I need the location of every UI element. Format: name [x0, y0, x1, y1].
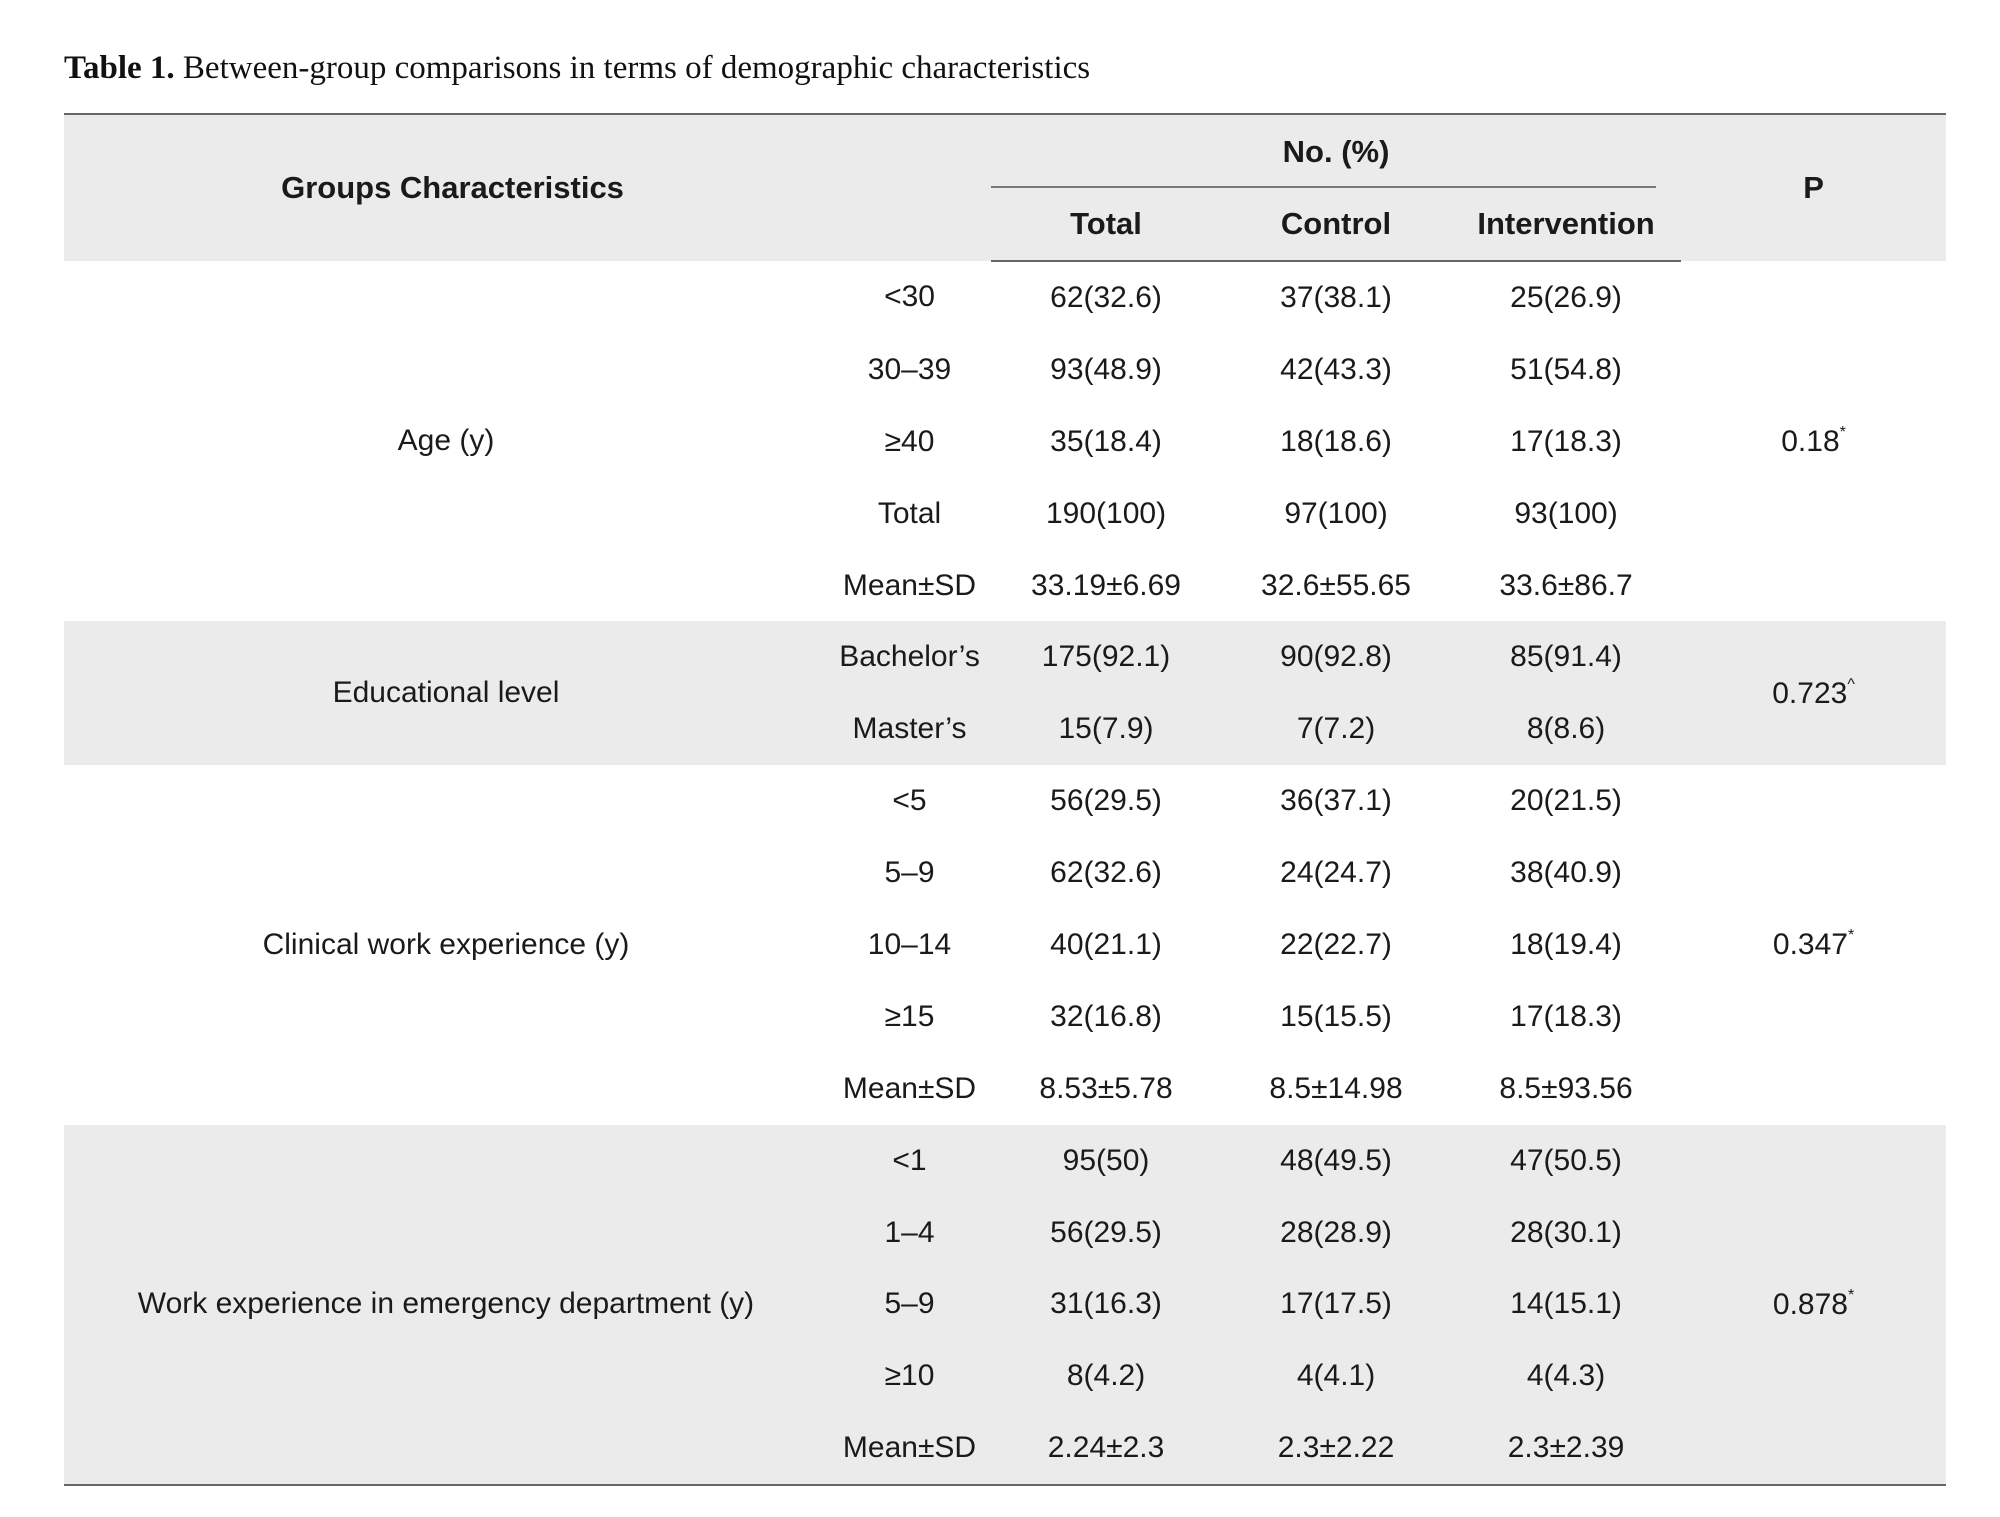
p-value-cell: [1681, 1125, 1946, 1485]
table-body: [64, 261, 1946, 1485]
table-row: [64, 765, 1946, 837]
p-value: 0.347: [1772, 928, 1848, 962]
total-cell: 2.24±2.3: [991, 1412, 1221, 1485]
intervention-cell: 17(18.3): [1510, 424, 1622, 458]
total-cell: 62(32.6): [1050, 280, 1162, 314]
total-cell: 190(100): [1045, 496, 1167, 530]
table-row: [64, 621, 1946, 693]
control-cell: 37(38.1): [1280, 280, 1392, 314]
category-cell: ≥40: [884, 424, 935, 458]
section-label: Clinical work experience (y): [262, 927, 630, 961]
p-value-cell: [1681, 621, 1946, 765]
control-cell: 90(92.8): [1221, 621, 1451, 693]
control-cell: 2.3±2.22: [1221, 1412, 1451, 1485]
category-cell: 5–9: [828, 1268, 991, 1340]
intervention-cell: 4(4.3): [1451, 1340, 1681, 1412]
p-value: 0.723: [1772, 676, 1848, 710]
total-cell: 93(48.9): [1050, 352, 1162, 386]
table-row: [64, 1125, 1946, 1197]
p-value: 0.878: [1772, 1287, 1848, 1321]
caption-text: Between-group comparisons in terms of demographic characteristics: [174, 50, 1091, 86]
category-cell: <1: [828, 1125, 991, 1197]
category-cell: Mean±SD: [842, 568, 977, 602]
category-cell: Total: [877, 496, 942, 530]
demographics-table: [64, 113, 1946, 1486]
section-label: Work experience in emergency department (y): [64, 1125, 828, 1485]
total-cell: 175(92.1): [991, 621, 1221, 693]
p-value-mark: *: [1847, 1286, 1855, 1304]
control-cell: 36(37.1): [1280, 784, 1392, 818]
section-label: Age (y): [397, 424, 495, 458]
control-cell: 7(7.2): [1221, 693, 1451, 765]
control-cell: 24(24.7): [1280, 856, 1392, 890]
control-cell: 28(28.9): [1221, 1197, 1451, 1269]
category-cell: ≥15: [884, 999, 935, 1033]
intervention-cell: 2.3±2.39: [1451, 1412, 1681, 1485]
table-row: [64, 261, 1946, 334]
category-cell: ≥10: [828, 1340, 991, 1412]
header-control: Control: [1221, 188, 1451, 261]
control-cell: 4(4.1): [1221, 1340, 1451, 1412]
control-cell: 42(43.3): [1280, 352, 1392, 386]
total-cell: 31(16.3): [991, 1268, 1221, 1340]
intervention-cell: 18(19.4): [1510, 927, 1622, 961]
table-caption: [64, 50, 1090, 87]
control-cell: 32.6±55.65: [1261, 568, 1411, 602]
control-cell: 8.5±14.98: [1269, 1071, 1403, 1105]
control-cell: 15(15.5): [1280, 999, 1392, 1033]
intervention-cell: 8(8.6): [1451, 693, 1681, 765]
intervention-cell: 51(54.8): [1510, 352, 1622, 386]
category-cell: 30–39: [867, 352, 952, 386]
control-cell: 22(22.7): [1280, 927, 1392, 961]
total-cell: 56(29.5): [1050, 784, 1162, 818]
total-cell: 15(7.9): [991, 693, 1221, 765]
total-cell: 33.19±6.69: [1031, 568, 1181, 602]
p-value-cell: [1681, 261, 1946, 621]
p-value-mark: ^: [1847, 675, 1855, 693]
category-cell: 1–4: [828, 1197, 991, 1269]
control-cell: 18(18.6): [1280, 424, 1392, 458]
category-cell: 5–9: [884, 856, 935, 890]
total-cell: 8(4.2): [991, 1340, 1221, 1412]
category-cell: Mean±SD: [828, 1412, 991, 1485]
caption-label: Table 1.: [64, 50, 175, 86]
intervention-cell: 38(40.9): [1510, 856, 1622, 890]
intervention-cell: 47(50.5): [1451, 1125, 1681, 1197]
header-intervention: Intervention: [1451, 188, 1681, 261]
p-value-cell: [1681, 765, 1946, 1124]
category-cell: Bachelor’s: [828, 621, 991, 693]
intervention-cell: 28(30.1): [1451, 1197, 1681, 1269]
control-cell: 97(100): [1284, 496, 1388, 530]
control-cell: 48(49.5): [1221, 1125, 1451, 1197]
category-cell: Mean±SD: [842, 1071, 977, 1105]
intervention-cell: 33.6±86.7: [1499, 568, 1633, 602]
section-label: Educational level: [64, 621, 828, 765]
total-cell: 8.53±5.78: [1039, 1071, 1173, 1105]
intervention-cell: 20(21.5): [1510, 784, 1622, 818]
intervention-cell: 93(100): [1514, 496, 1618, 530]
total-cell: 35(18.4): [1050, 424, 1162, 458]
header-total: Total: [991, 188, 1221, 261]
p-value-mark: *: [1847, 927, 1855, 945]
intervention-cell: 8.5±93.56: [1499, 1071, 1633, 1105]
total-cell: 32(16.8): [1050, 999, 1162, 1033]
intervention-cell: 25(26.9): [1510, 280, 1622, 314]
p-value-mark: *: [1839, 423, 1846, 441]
header-p: P: [1681, 114, 1946, 261]
category-cell: <5: [892, 784, 927, 818]
p-value: 0.18: [1781, 424, 1840, 458]
total-cell: 56(29.5): [991, 1197, 1221, 1269]
total-cell: 62(32.6): [1050, 856, 1162, 890]
header-no-pct: No. (%): [991, 114, 1681, 188]
intervention-cell: 17(18.3): [1510, 999, 1622, 1033]
category-cell: Master’s: [828, 693, 991, 765]
total-cell: 40(21.1): [1050, 927, 1162, 961]
intervention-cell: 14(15.1): [1451, 1268, 1681, 1340]
intervention-cell: 85(91.4): [1451, 621, 1681, 693]
category-cell: <30: [884, 280, 935, 314]
category-cell: 10–14: [867, 927, 952, 961]
total-cell: 95(50): [991, 1125, 1221, 1197]
control-cell: 17(17.5): [1221, 1268, 1451, 1340]
header-row-top: [64, 114, 1946, 188]
header-groups-characteristics: Groups Characteristics: [64, 114, 991, 261]
